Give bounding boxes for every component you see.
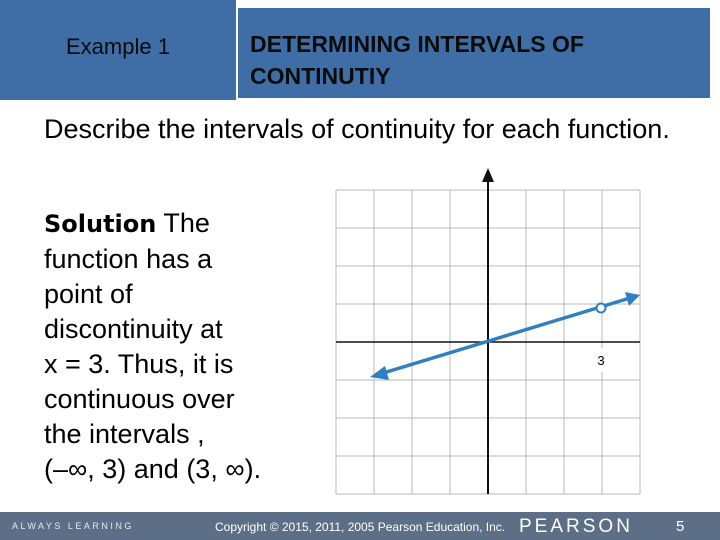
slide-title-line1: DETERMINING INTERVALS OF [250, 31, 584, 57]
solution-line-2: function has a [44, 244, 213, 274]
pearson-logo: PEARSON [519, 516, 633, 537]
solution-text [44, 206, 334, 487]
solution-line-6: continuous over [44, 384, 235, 414]
solution-keyword: Solution [44, 210, 157, 238]
solution-line-1-rest: The [156, 208, 210, 238]
function-graph [320, 160, 660, 500]
slide-title [250, 28, 690, 92]
solution-line-5: x = 3. Thus, it is [44, 349, 234, 379]
slide-title-line2: CONTINUTIY [250, 63, 391, 89]
solution-line-8: (–∞, 3) and (3, ∞). [44, 454, 262, 484]
solution-line-3: point of [44, 279, 133, 309]
left-arrowhead [370, 366, 389, 380]
example-label: Example 1 [66, 34, 170, 59]
footer-copyright: Copyright © 2015, 2011, 2005 Pearson Education, Inc. [215, 520, 506, 534]
y-axis-arrowhead [482, 168, 494, 182]
open-point-marker [597, 304, 606, 313]
problem-prompt: Describe the intervals of continuity for each function. [44, 114, 670, 144]
solution-line-7: the intervals , [44, 419, 205, 449]
solution-line-1 [44, 206, 334, 242]
page-number: 5 [676, 518, 685, 535]
solution-line-4: discontinuity at [44, 314, 223, 344]
footer-bar [0, 512, 720, 540]
tick-label-3: 3 [597, 353, 605, 368]
footer-tagline: ALWAYS LEARNING [12, 521, 134, 531]
